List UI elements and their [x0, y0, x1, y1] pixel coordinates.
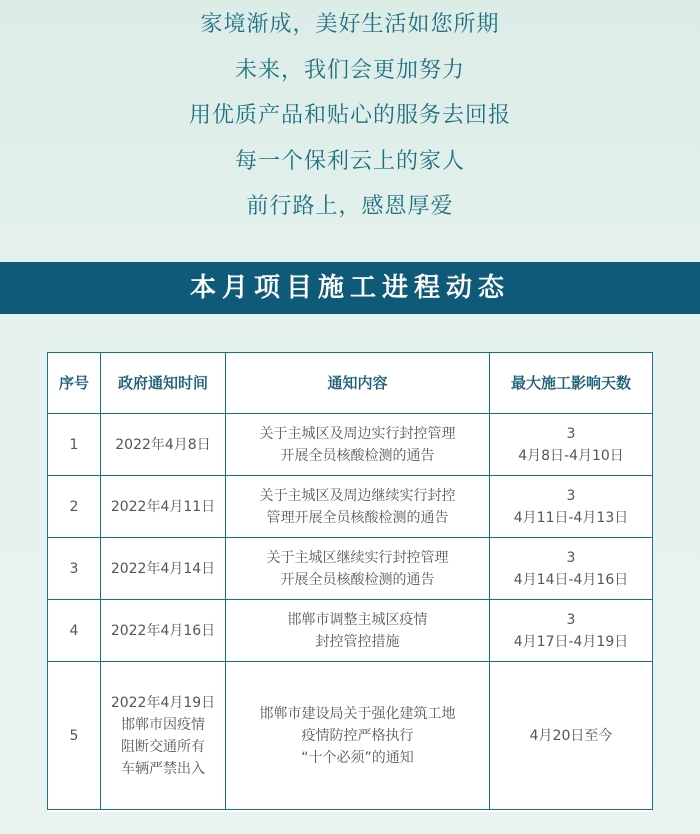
cell-days-range: 4月17日-4月19日: [513, 633, 629, 650]
cell-date-line: 车辆严禁出入: [121, 760, 205, 777]
header-date: 政府通知时间: [101, 353, 226, 414]
cell-content-line: 管理开展全员核酸检测的通告: [266, 509, 449, 526]
table-row: [48, 662, 653, 810]
cell-days-range: 4月14日-4月16日: [513, 571, 629, 588]
cell-date-line: 2022年4月16日: [110, 622, 216, 639]
cell-date-line: 2022年4月19日: [110, 694, 216, 711]
intro-line: 前行路上，感恩厚爱: [246, 194, 454, 219]
cell-days: [490, 538, 653, 600]
intro-line: 每一个保利云上的家人: [234, 148, 465, 174]
cell-date-line: 2022年4月14日: [110, 560, 216, 577]
cell-date: [101, 600, 226, 662]
cell-content-line: 邯郸市建设局关于强化建筑工地: [259, 705, 456, 722]
cell-content: [226, 414, 490, 476]
intro-line: 家境渐成，美好生活如您所期: [200, 12, 500, 37]
cell-content-line: 开展全员核酸检测的通告: [280, 447, 435, 464]
cell-content-line: 疫情防控严格执行: [301, 727, 414, 744]
cell-no: 1: [48, 414, 101, 476]
progress-table: [47, 352, 653, 810]
table-row: [48, 538, 653, 600]
cell-days-range: 4月20日至今: [529, 727, 613, 744]
cell-content: [226, 662, 490, 810]
cell-content-line: 关于主城区及周边继续实行封控: [259, 487, 456, 504]
table-row: [48, 476, 653, 538]
cell-no: 4: [48, 600, 101, 662]
section-banner-title: 本月项目施工进程动态: [0, 262, 700, 314]
table-header-row: [48, 353, 653, 414]
cell-days: [490, 600, 653, 662]
table-row: [48, 414, 653, 476]
cell-content-line: 开展全员核酸检测的通告: [280, 571, 435, 588]
table-row: [48, 600, 653, 662]
header-days: 最大施工影响天数: [490, 353, 653, 414]
cell-date-line: 2022年4月11日: [110, 498, 216, 515]
cell-content: [226, 538, 490, 600]
progress-table-container: [47, 352, 652, 812]
cell-no: 5: [48, 662, 101, 810]
intro-line: 未来，我们会更加努力: [234, 57, 465, 83]
cell-days: [490, 662, 653, 810]
cell-content: [226, 476, 490, 538]
cell-days-count: 3: [566, 487, 576, 504]
cell-days: [490, 414, 653, 476]
cell-days-range: 4月8日-4月10日: [518, 447, 624, 464]
header-no: 序号: [48, 353, 101, 414]
cell-content-line: 关于主城区及周边实行封控管理: [259, 425, 456, 442]
cell-no: 3: [48, 538, 101, 600]
cell-content-line: “十个必须”的通知: [301, 749, 414, 766]
cell-date-line: 2022年4月8日: [115, 436, 211, 453]
cell-date-line: 邯郸市因疫情: [121, 716, 205, 733]
cell-date: [101, 476, 226, 538]
cell-days-range: 4月11日-4月13日: [513, 509, 629, 526]
cell-date: [101, 538, 226, 600]
cell-days-count: 3: [566, 611, 576, 628]
cell-content-line: 关于主城区继续实行封控管理: [266, 549, 449, 566]
cell-days-count: 3: [566, 425, 576, 442]
header-content: 通知内容: [226, 353, 490, 414]
cell-content-line: 邯郸市调整主城区疫情: [287, 611, 428, 628]
intro-line: 用优质产品和贴心的服务去回报: [188, 103, 511, 128]
cell-days-count: 3: [566, 549, 576, 566]
cell-content-line: 封控管控措施: [315, 633, 400, 650]
cell-no: 2: [48, 476, 101, 538]
cell-date: [101, 414, 226, 476]
intro-text-block: [0, 0, 700, 232]
cell-date: [101, 662, 226, 810]
cell-content: [226, 600, 490, 662]
cell-days: [490, 476, 653, 538]
cell-date-line: 阻断交通所有: [121, 738, 205, 755]
